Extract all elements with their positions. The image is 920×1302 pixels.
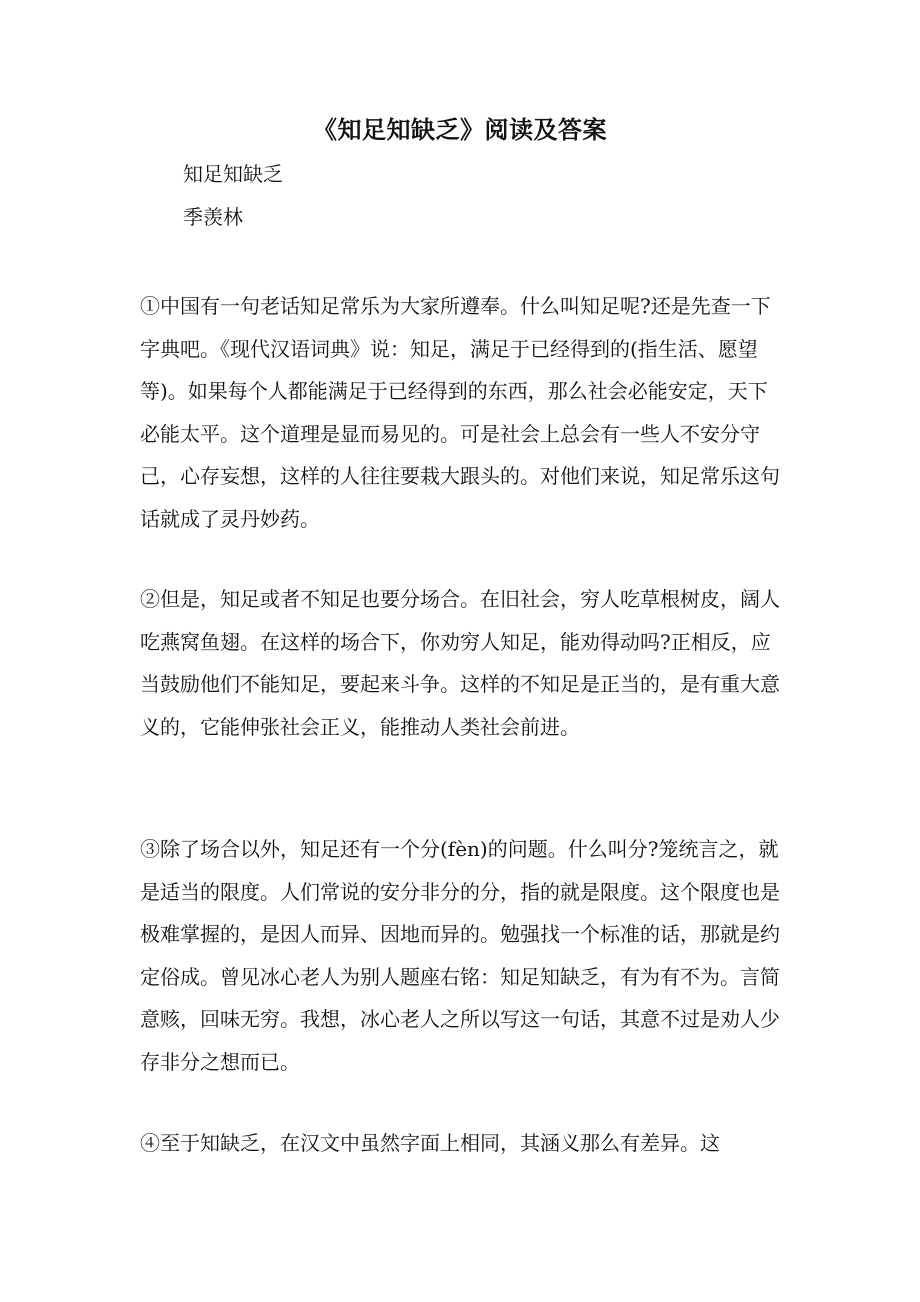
article-subtitle: 知足知缺乏 [183,162,283,186]
paragraph-1: ①中国有一句老话知足常乐为大家所遵奉。什么叫知足呢?还是先查一下字典吧。《现代汉语词典》说：知足，满足于已经得到的(指生活、愿望等)。如果每个人都能满足于已经得到的东西，那么社会必能安定，天下必能太平。这个道理是显而易见的。可是社会上总会有一些人不安分守己，心存妄想，这样的人往往要栽大跟头的。对他们来说，知足常乐这句话就成了灵丹妙药。 [140,294,780,531]
paragraph-2: ②但是，知足或者不知足也要分场合。在旧社会，穷人吃草根树皮，阔人吃燕窝鱼翅。在这样的场合下，你劝穷人知足，能劝得动吗?正相反，应当鼓励他们不能知足，要起来斗争。这样的不知足是正当的，是有重大意义的，它能伸张社会正义，能推动人类社会前进。 [140,587,780,739]
paragraph-3: ③除了场合以外，知足还有一个分(fèn)的问题。什么叫分?笼统言之，就是适当的限度。人们常说的安分非分的分，指的就是限度。这个限度也是极难掌握的，是因人而异、因地而异的。勉强找一个标准的话，那就是约定俗成。曾见冰心老人为别人题座右铭：知足知缺乏，有为有不为。言简意赅，回味无穷。我想，冰心老人之所以写这一句话，其意不过是劝人少存非分之想而已。 [140,837,780,1074]
article-author: 季羡林 [183,205,243,229]
document-title: 《知足知缺乏》阅读及答案 [313,115,607,144]
paragraph-4: ④至于知缺乏，在汉文中虽然字面上相同，其涵义那么有差异。这 [140,1131,720,1155]
